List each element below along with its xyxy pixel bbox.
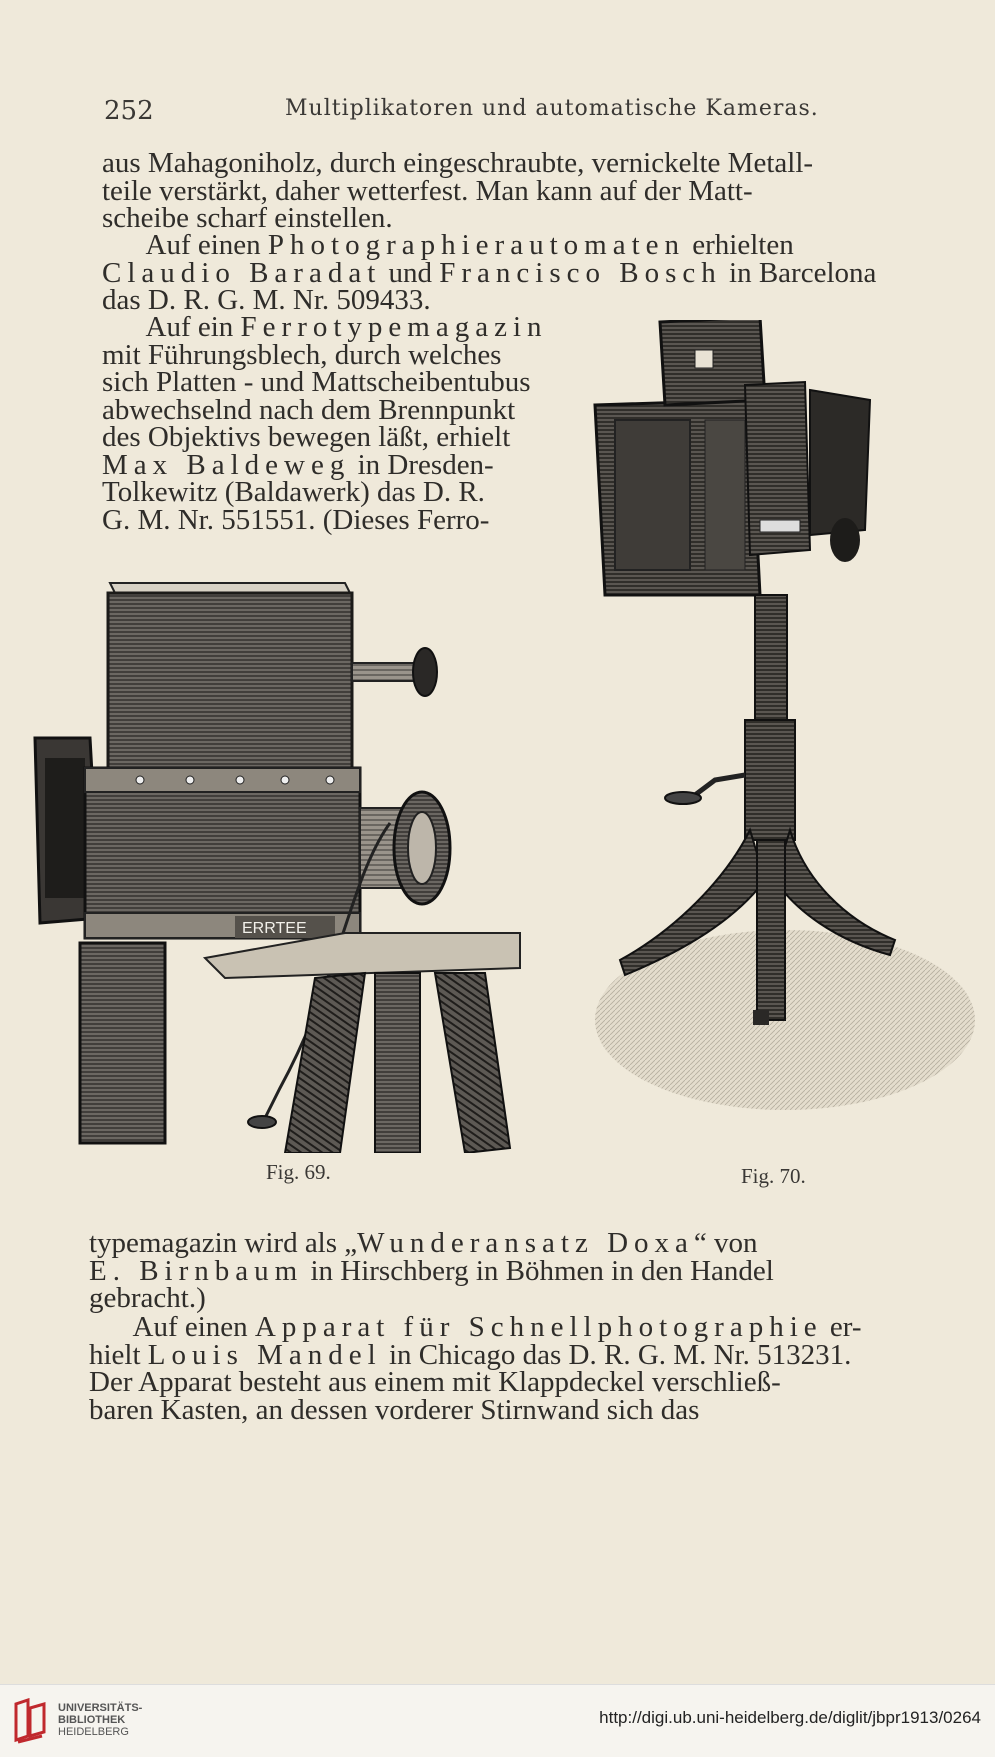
text-line: sich Platten - und Mattscheibentubus	[102, 366, 531, 398]
text-line: das D. R. G. M. Nr. 509433.	[102, 284, 431, 316]
spaced-term: Apparat für Schnellphotographie	[254, 1311, 823, 1343]
text-span: Auf ein	[145, 311, 241, 343]
spaced-term: Wunderansatz Doxa	[357, 1227, 694, 1259]
text-span: in Chicago das D. R. G. M. Nr. 513231.	[381, 1338, 852, 1371]
text-line	[89, 1311, 862, 1343]
text-line	[102, 448, 548, 481]
text-line: teile verstärkt, daher wetterfest. Man kann auf der Matt-	[102, 174, 753, 207]
text-span: in Hirschberg in Böhmen in den Handel	[303, 1254, 774, 1287]
text-span: typemagazin wird als „	[89, 1227, 358, 1259]
text-line	[89, 1254, 774, 1287]
figure-69-camera	[30, 578, 570, 1153]
spaced-name: Louis Mandel	[147, 1338, 382, 1371]
spaced-name: Francisco Bosch	[439, 256, 722, 289]
text-span: und	[381, 256, 440, 289]
figure-69-caption: Fig. 69.	[266, 1160, 331, 1184]
text-line: aus Mahagoniholz, durch eingeschraubte, vernickelte Metall-	[102, 147, 814, 179]
text-line	[102, 256, 877, 289]
text-span: in Barcelona	[721, 256, 877, 289]
text-line	[89, 1227, 774, 1259]
library-name[interactable]	[58, 1702, 142, 1738]
text-line	[102, 229, 876, 261]
paragraph-5	[89, 1311, 862, 1426]
text-line	[89, 1338, 861, 1371]
spaced-term: Ferrotypemagazin	[240, 311, 548, 343]
logo-stroke	[16, 1700, 28, 1740]
text-line: Tolkewitz (Baldawerk) das D. R.	[102, 476, 485, 508]
paragraph-3	[102, 311, 548, 536]
source-url-link[interactable]: http://digi.ub.uni-heidelberg.de/diglit/jbpr1913/0264	[599, 1708, 981, 1727]
paragraph-1	[102, 147, 814, 234]
library-name-line1: UNIVERSITÄTS-	[58, 1702, 143, 1714]
text-span: Auf einen	[145, 229, 268, 261]
text-line: baren Kasten, an dessen vorderer Stirnwand sich das	[89, 1393, 700, 1426]
spaced-term: Photographierautomaten	[267, 229, 685, 261]
text-line: G. M. Nr. 551551. (Dieses Ferro-	[102, 503, 490, 536]
text-span: erhielten	[685, 229, 794, 261]
text-span: er-	[822, 1311, 862, 1343]
paragraph-2	[102, 229, 877, 316]
text-span: hielt	[89, 1338, 148, 1371]
camera-plate-text: ERRTEE	[242, 920, 307, 937]
text-span: in Dresden-	[350, 448, 494, 481]
spaced-name: Max Baldeweg	[102, 448, 351, 481]
text-line: abwechselnd nach dem Brennpunkt	[102, 393, 516, 426]
library-footer	[0, 1684, 995, 1757]
spaced-name: Claudio Baradat	[102, 256, 382, 289]
figure-70-caption: Fig. 70.	[741, 1164, 806, 1188]
text-span: Auf einen	[132, 1311, 255, 1343]
text-line: gebracht.)	[89, 1282, 206, 1314]
text-line: Der Apparat besteht aus einem mit Klappdeckel verschließ-	[89, 1366, 781, 1398]
text-span: “ von	[693, 1227, 758, 1259]
paragraph-4	[89, 1227, 774, 1314]
text-line: mit Führungsblech, durch welches	[102, 338, 502, 371]
page-number: 252	[104, 96, 154, 126]
library-logo-icon	[12, 1698, 48, 1744]
library-name-line3: HEIDELBERG	[58, 1726, 129, 1738]
spaced-name: E. Birnbaum	[89, 1254, 304, 1287]
running-title: Multiplikatoren und automatische Kameras.	[285, 96, 819, 121]
figure-70-automaton	[585, 320, 980, 1145]
text-line	[102, 311, 548, 343]
text-line: des Objektivs bewegen läßt, erhielt	[102, 421, 511, 453]
text-line: scheibe scharf einstellen.	[102, 202, 393, 234]
library-name-line2: BIBLIOTHEK	[58, 1714, 126, 1726]
